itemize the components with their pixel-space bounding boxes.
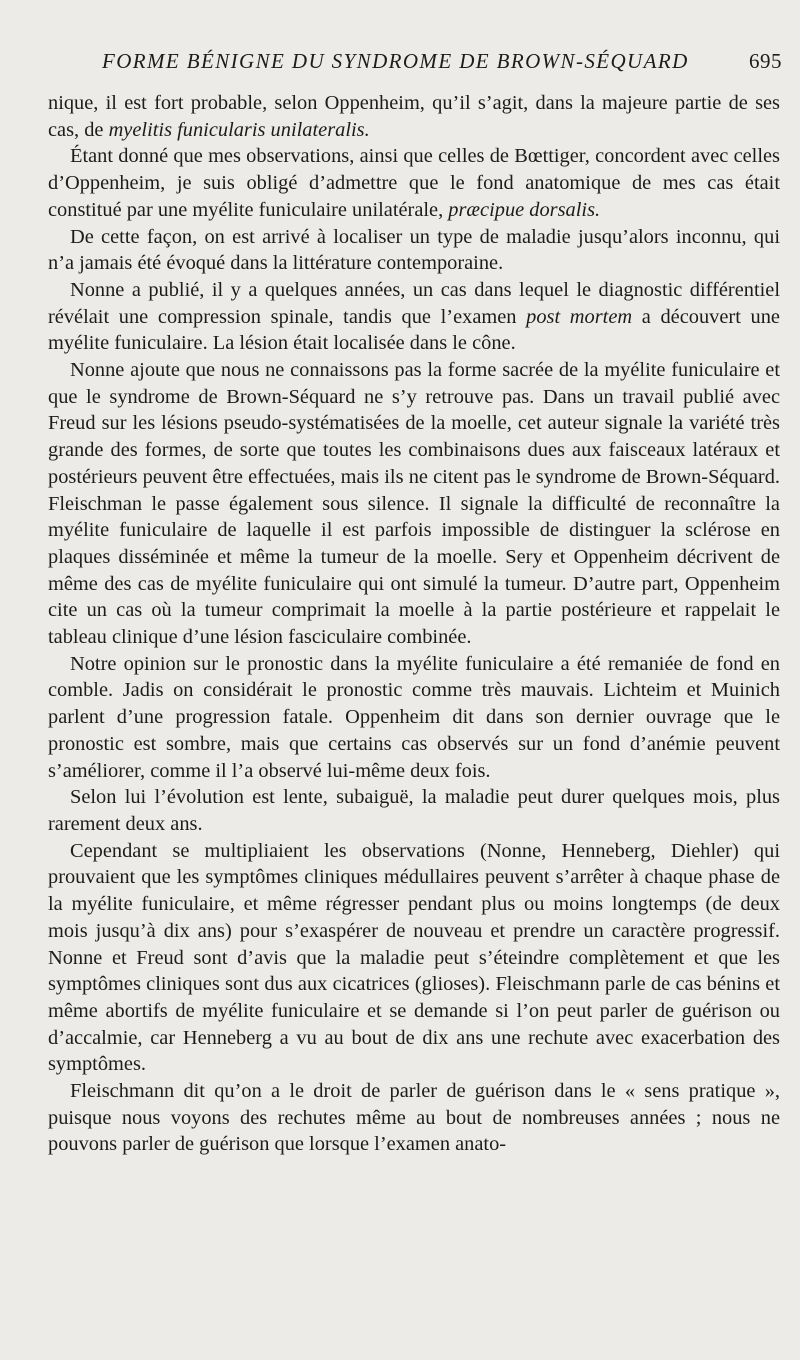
paragraph-4: Nonne a publié, il y a quelques années, un cas dans lequel le diagnostic différentiel révélait une compression spinale, tandis que l’examen post mortem a découvert une myélite funiculaire. La lésion était localisée dans le cône. <box>48 278 780 355</box>
paragraph-3: De cette façon, on est arrivé à localiser un type de maladie jusqu’alors inconnu, qui n’a jamais été évoqué dans la littérature contemporaine. <box>48 225 780 275</box>
running-title: FORME BÉNIGNE DU SYNDROME DE BROWN-SÉQUARD <box>102 49 689 73</box>
page-number: 695 <box>749 49 782 73</box>
paragraph-9: Fleischmann dit qu’on a le droit de parler de guérison dans le « sens pratique », puisque nous voyons des rechutes même au bout de nombreuses années ; nous ne pouvons parler de guérison que lorsque l’examen anato- <box>48 1080 780 1156</box>
paragraph-8: Cependant se multipliaient les observations (Nonne, Henneberg, Diehler) qui prouvaient que les symptômes cliniques médullaires peuvent s’arrêter à chaque phase de la myélite funiculaire, et même régresser pendant plus ou moins longtemps (de deux mois jusqu’à dix ans) pour s’exaspérer de nouveau et prendre un caractère progressif. Nonne et Freud sont d’avis que la maladie peut s’éteindre complètement et que les symptômes cliniques sont dus aux cicatrices (glioses). Fleischmann parle de cas bénins et même abortifs de myélite funiculaire et se demande si l’on peut parler de guérison ou d’accalmie, car Henneberg a vu au bout de dix ans une rechute avec exacerbation des symptômes. <box>48 839 780 1076</box>
paragraph-2: Étant donné que mes observations, ainsi que celles de Bœttiger, concordent avec celles d’Oppenheim, je suis obligé d’admettre que le fond anatomique de mes cas était constitué par une myélite funiculaire unilatérale, præcipue dorsalis. <box>48 145 780 221</box>
paragraph-7: Selon lui l’évolution est lente, subaiguë, la maladie peut durer quelques mois, plus rarement deux ans. <box>48 786 780 835</box>
paragraph-1: nique, il est fort probable, selon Oppenheim, qu’il s’agit, dans la majeure partie de ses cas, de myelitis funicularis unilateralis. <box>48 92 780 141</box>
body-text <box>48 90 780 1158</box>
paragraph-6: Notre opinion sur le pronostic dans la myélite funiculaire a été remaniée de fond en comble. Jadis on considérait le pronostic comme très mauvais. Lichteim et Muinich parlent d’une progression fatale. Oppenheim dit dans son dernier ouvrage que le pronostic est sombre, mais que certains cas observés sur un fond d’anémie peuvent s’améliorer, comme il l’a observé lui-même deux fois. <box>48 652 780 782</box>
running-head <box>48 49 782 79</box>
paragraph-5: Nonne ajoute que nous ne connaissons pas la forme sacrée de la myélite funiculaire et que le syndrome de Brown-Séquard ne s’y retrouve pas. Dans un travail publié avec Freud sur les lésions pseudo-systématisées de la moelle, cet auteur signale la variété très grande des formes, de sorte que toutes les combinaisons dues aux faisceaux latéraux et postérieurs peuvent être effectuées, mais ils ne citent pas le syndrome de Brown-Séquard. Fleischman le passe également sous silence. Il signale la difficulté de reconnaître la myélite funiculaire de laquelle il est parfois impossible de distinguer la sclérose en plaques disséminée et même la tumeur de la moelle. Sery et Oppenheim décrivent de même des cas de myélite funiculaire qui ont simulé la tumeur. D’autre part, Oppenheim cite un cas où la tumeur comprimait la moelle à la partie postérieure et rappelait le tableau clinique d’une lésion fasciculaire combinée. <box>48 359 780 649</box>
